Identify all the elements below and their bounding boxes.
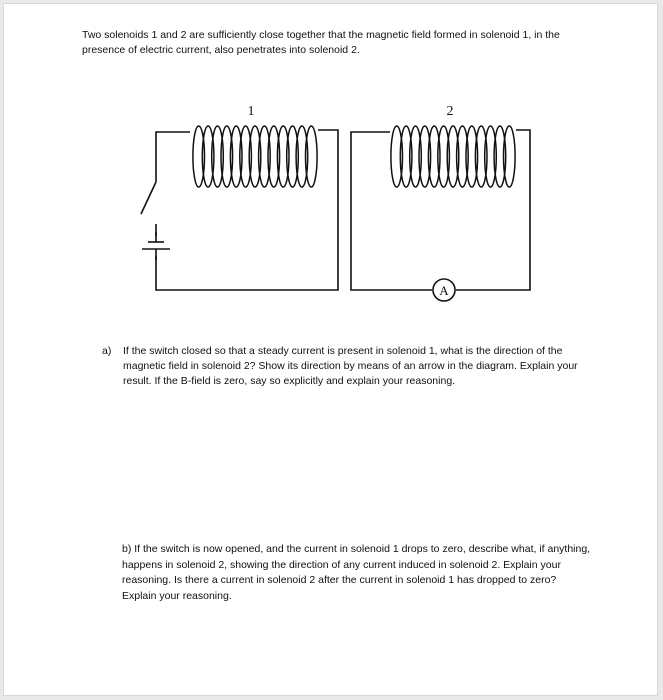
circuit-diagram xyxy=(4,4,659,314)
question-a-label: a) xyxy=(102,345,112,357)
solenoid-1-label: 1 xyxy=(247,104,255,119)
ammeter-label: A xyxy=(439,283,449,298)
solenoid-2-label: 2 xyxy=(446,104,454,119)
solenoid-2-coil xyxy=(391,126,515,187)
intro-paragraph: Two solenoids 1 and 2 are sufficiently close together that the magnetic field formed in solenoid 1, in the presence of electric current, also penetrates into solenoid 2. xyxy=(82,29,560,56)
solenoid-1-coil xyxy=(193,126,317,187)
document-page xyxy=(3,3,658,696)
question-a xyxy=(102,344,592,389)
question-b-text: b) If the switch is now opened, and the current in solenoid 1 drops to zero, describe what, if anything, happens in solenoid 2, showing the direction of any current induced in solenoid 2. Explain your reasoning. Is there a current in solenoid 2 after the current in solenoid 1 has dropped to zero? Explain your reasoning. xyxy=(122,543,591,602)
ammeter xyxy=(433,279,455,301)
question-a-text: If the switch closed so that a steady current is present in solenoid 1, what is the direction of the magnetic field in solenoid 2? Show its direction by means of an arrow in the diagram. Explain your result. If the B-field is zero, say so explicitly and explain your reasoning. xyxy=(123,345,578,387)
battery-cell xyxy=(142,224,170,260)
